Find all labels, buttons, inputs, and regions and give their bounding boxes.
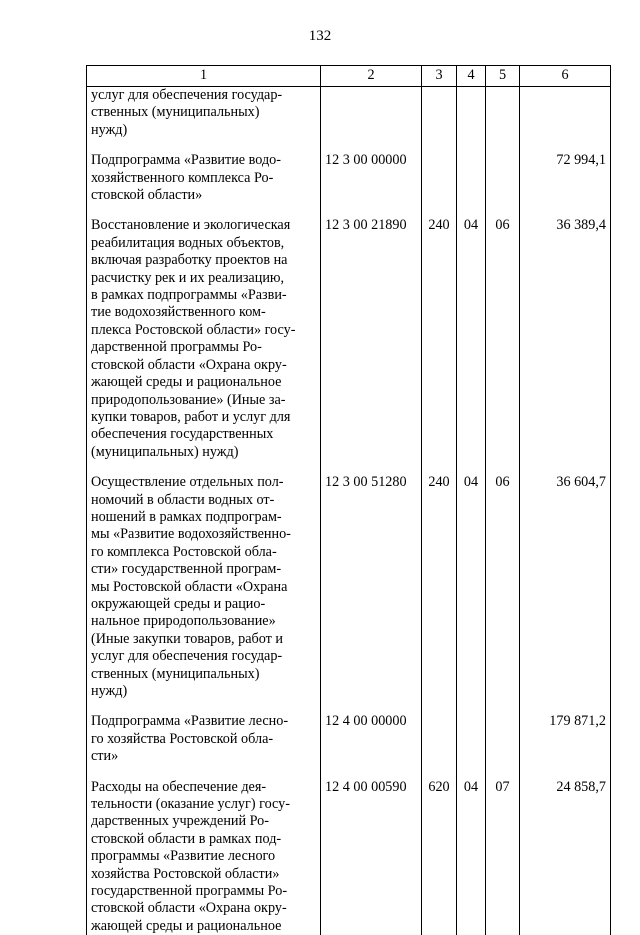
row-section bbox=[457, 152, 486, 217]
row-section: 04 bbox=[457, 217, 486, 474]
row-amount: 179 871,2 bbox=[520, 713, 611, 778]
row-amount: 72 994,1 bbox=[520, 152, 611, 217]
row-target-code bbox=[321, 87, 422, 153]
page-number: 132 bbox=[0, 28, 640, 45]
row-amount: 24 858,7 bbox=[520, 779, 611, 935]
row-target-code: 12 3 00 00000 bbox=[321, 152, 422, 217]
row-subsection bbox=[486, 87, 520, 153]
header-row bbox=[87, 66, 611, 87]
row-section bbox=[457, 87, 486, 153]
row-section bbox=[457, 713, 486, 778]
row-target-code: 12 4 00 00000 bbox=[321, 713, 422, 778]
header-col-5: 5 bbox=[486, 66, 520, 87]
row-section: 04 bbox=[457, 779, 486, 935]
row-expense-type bbox=[422, 152, 457, 217]
header-col-2: 2 bbox=[321, 66, 422, 87]
row-subsection bbox=[486, 152, 520, 217]
table-row bbox=[87, 87, 611, 153]
row-amount bbox=[520, 87, 611, 153]
row-section: 04 bbox=[457, 474, 486, 713]
budget-table bbox=[86, 65, 611, 935]
row-expense-type: 620 bbox=[422, 779, 457, 935]
row-subsection: 06 bbox=[486, 217, 520, 474]
row-target-code: 12 4 00 00590 bbox=[321, 779, 422, 935]
row-subsection: 07 bbox=[486, 779, 520, 935]
row-expense-type: 240 bbox=[422, 474, 457, 713]
row-target-code: 12 3 00 21890 bbox=[321, 217, 422, 474]
header-col-3: 3 bbox=[422, 66, 457, 87]
row-description: услуг для обеспечения государ- ственных (муниципальных) нужд) bbox=[87, 87, 321, 153]
row-expense-type: 240 bbox=[422, 217, 457, 474]
row-expense-type bbox=[422, 713, 457, 778]
header-col-1: 1 bbox=[87, 66, 321, 87]
table-row bbox=[87, 779, 611, 935]
row-expense-type bbox=[422, 87, 457, 153]
row-description: Восстановление и экологическая реабилитация водных объектов, включая разработку проектов на расчистку рек и их реализацию, в рамках подпрограммы «Разви- тие водохозяйственного ком- плекса Ростовской области» госу- дарственной программы Ро- стовской области «Охрана окру- жающей среды и рациональное природопользование» (Иные за- купки товаров, работ и услуг для обеспечения государственных (муниципальных) нужд) bbox=[87, 217, 321, 474]
row-description: Подпрограмма «Развитие лесно- го хозяйства Ростовской обла- сти» bbox=[87, 713, 321, 778]
row-amount: 36 389,4 bbox=[520, 217, 611, 474]
row-target-code: 12 3 00 51280 bbox=[321, 474, 422, 713]
table-row bbox=[87, 474, 611, 713]
row-description: Подпрограмма «Развитие водо- хозяйственного комплекса Ро- стовской области» bbox=[87, 152, 321, 217]
row-subsection: 06 bbox=[486, 474, 520, 713]
row-amount: 36 604,7 bbox=[520, 474, 611, 713]
row-description: Расходы на обеспечение дея- тельности (оказание услуг) госу- дарственных учреждений Ро- стовской области в рамках под- программы «Развитие лесного хозяйства Ростовской области» государственной программы Ро- стовской области «Охрана окру- жающей среды и рациональное bbox=[87, 779, 321, 935]
table-header bbox=[87, 66, 611, 87]
header-col-4: 4 bbox=[457, 66, 486, 87]
table-row bbox=[87, 217, 611, 474]
row-subsection bbox=[486, 713, 520, 778]
header-col-6: 6 bbox=[520, 66, 611, 87]
row-description: Осуществление отдельных пол- номочий в области водных от- ношений в рамках подпрограм- мы «Развитие водохозяйственно- го комплекса Ростовской обла- сти» государственной програм- мы Ростовской области «Охрана окружающей среды и рацио- нальное природопользование» (Иные закупки товаров, работ и услуг для обеспечения государ- ственных (муниципальных) нужд) bbox=[87, 474, 321, 713]
table-body bbox=[87, 87, 611, 935]
table-row bbox=[87, 713, 611, 778]
table-row bbox=[87, 152, 611, 217]
